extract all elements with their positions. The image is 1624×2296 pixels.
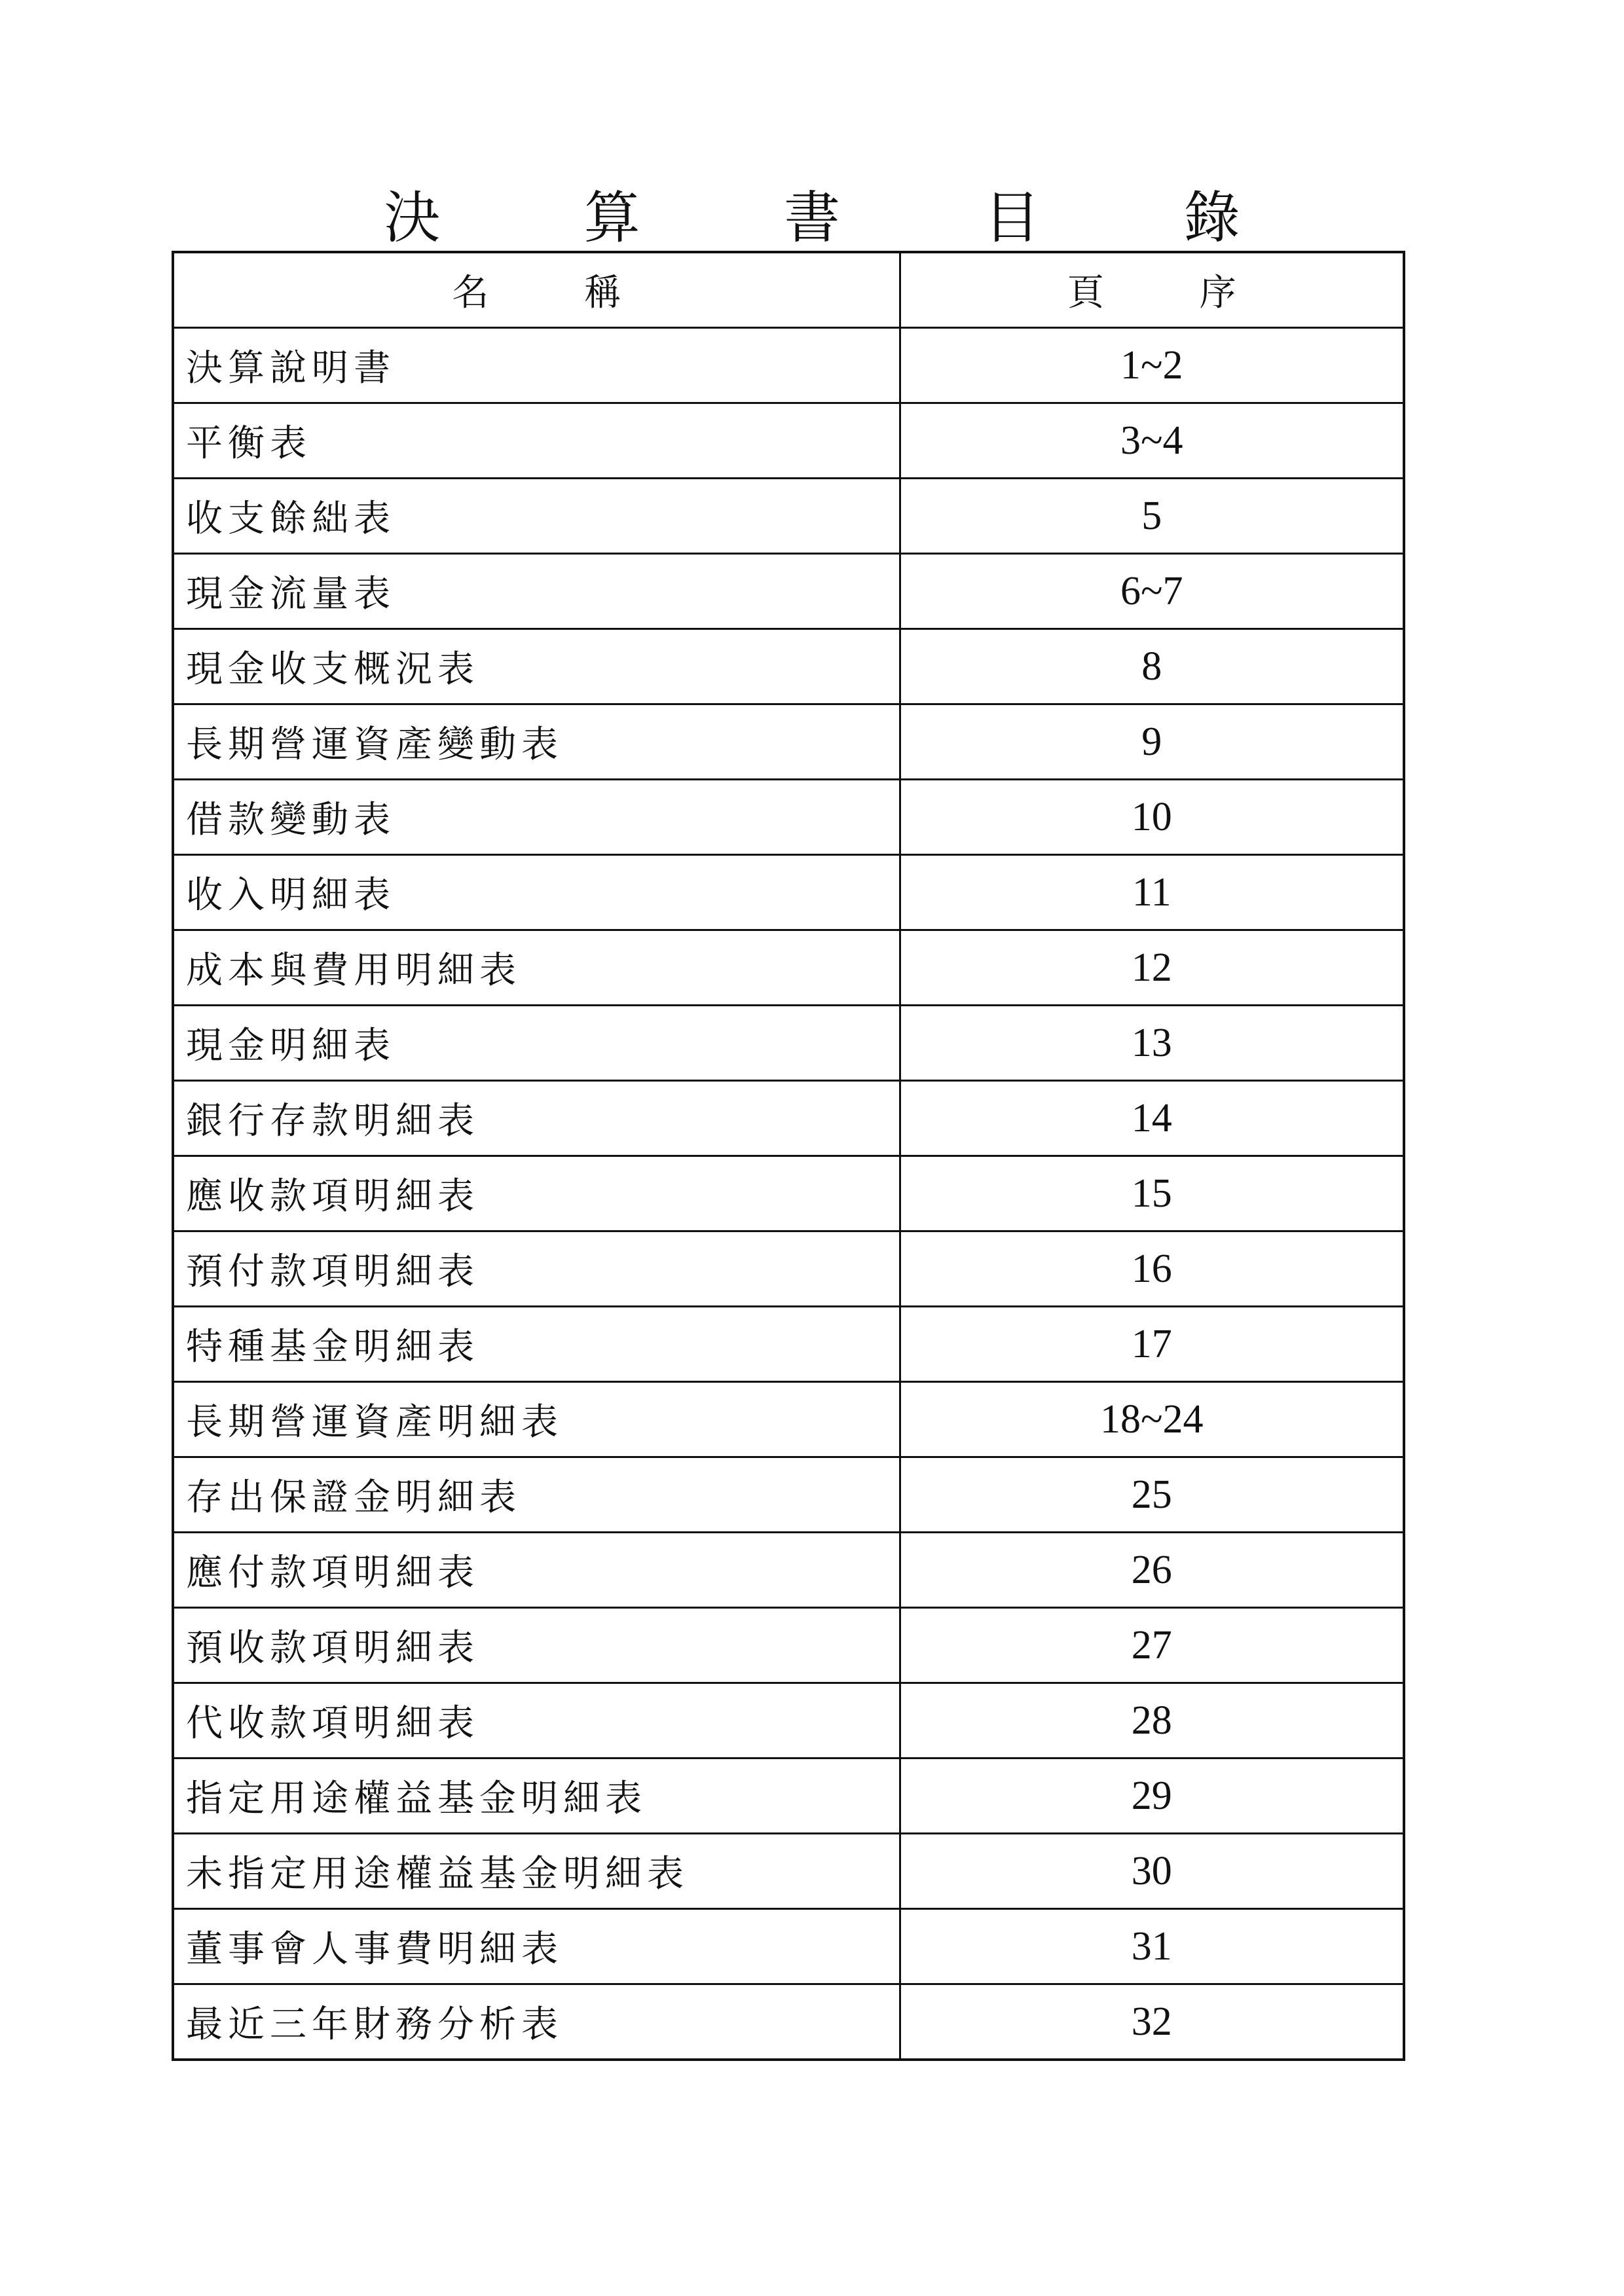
- row-page: 16: [900, 1231, 1404, 1307]
- row-page: 14: [900, 1081, 1404, 1156]
- row-name: 銀行存款明細表: [173, 1081, 900, 1156]
- table-row: [173, 1683, 1404, 1758]
- row-page: 13: [900, 1006, 1404, 1081]
- row-page: 11: [900, 855, 1404, 930]
- row-name: 成本與費用明細表: [173, 930, 900, 1006]
- row-name: 收支餘絀表: [173, 479, 900, 554]
- table-row: [173, 1608, 1404, 1683]
- row-page: 9: [900, 704, 1404, 780]
- table-row: [173, 328, 1404, 403]
- row-page: 17: [900, 1307, 1404, 1382]
- table-row: [173, 1533, 1404, 1608]
- table-row: [173, 1382, 1404, 1457]
- row-page: 18~24: [900, 1382, 1404, 1457]
- row-name: 董事會人事費明細表: [173, 1909, 900, 1984]
- row-page: 10: [900, 780, 1404, 855]
- table-row: [173, 1307, 1404, 1382]
- row-name: 代收款項明細表: [173, 1683, 900, 1758]
- row-name: 長期營運資產變動表: [173, 704, 900, 780]
- row-page: 5: [900, 479, 1404, 554]
- row-name: 現金明細表: [173, 1006, 900, 1081]
- table-row: [173, 1156, 1404, 1231]
- row-page: 28: [900, 1683, 1404, 1758]
- row-name: 預付款項明細表: [173, 1231, 900, 1307]
- table-row: [173, 1909, 1404, 1984]
- row-name: 指定用途權益基金明細表: [173, 1758, 900, 1834]
- table-row: [173, 1758, 1404, 1834]
- row-name: 收入明細表: [173, 855, 900, 930]
- table-row: [173, 930, 1404, 1006]
- table-row: [173, 1081, 1404, 1156]
- row-page: 27: [900, 1608, 1404, 1683]
- row-page: 30: [900, 1834, 1404, 1909]
- row-page: 1~2: [900, 328, 1404, 403]
- table-header-row: [173, 252, 1404, 328]
- row-name: 預收款項明細表: [173, 1608, 900, 1683]
- row-page: 26: [900, 1533, 1404, 1608]
- table-row: [173, 554, 1404, 629]
- row-page: 32: [900, 1984, 1404, 2060]
- table-row: [173, 704, 1404, 780]
- row-page: 29: [900, 1758, 1404, 1834]
- page-title: 決 算 書 目 錄: [384, 185, 1303, 251]
- row-name: 平衡表: [173, 403, 900, 479]
- table-row: [173, 855, 1404, 930]
- row-name: 現金收支概況表: [173, 629, 900, 704]
- table-row: [173, 1006, 1404, 1081]
- table-row: [173, 403, 1404, 479]
- row-name: 長期營運資產明細表: [173, 1382, 900, 1457]
- row-page: 6~7: [900, 554, 1404, 629]
- row-page: 12: [900, 930, 1404, 1006]
- column-header-page: 頁 序: [900, 252, 1404, 328]
- row-name: 應付款項明細表: [173, 1533, 900, 1608]
- row-name: 未指定用途權益基金明細表: [173, 1834, 900, 1909]
- row-page: 15: [900, 1156, 1404, 1231]
- row-name: 現金流量表: [173, 554, 900, 629]
- table-row: [173, 1231, 1404, 1307]
- row-name: 存出保證金明細表: [173, 1457, 900, 1533]
- row-page: 8: [900, 629, 1404, 704]
- table-row: [173, 629, 1404, 704]
- row-name: 應收款項明細表: [173, 1156, 900, 1231]
- row-page: 31: [900, 1909, 1404, 1984]
- table-row: [173, 780, 1404, 855]
- row-page: 25: [900, 1457, 1404, 1533]
- row-name: 特種基金明細表: [173, 1307, 900, 1382]
- table-row: [173, 1984, 1404, 2060]
- table-row: [173, 479, 1404, 554]
- row-page: 3~4: [900, 403, 1404, 479]
- row-name: 借款變動表: [173, 780, 900, 855]
- row-name: 最近三年財務分析表: [173, 1984, 900, 2060]
- table-body: [173, 328, 1404, 2060]
- row-name: 決算說明書: [173, 328, 900, 403]
- table-row: [173, 1834, 1404, 1909]
- table-row: [173, 1457, 1404, 1533]
- table-of-contents: [172, 251, 1405, 2061]
- column-header-name: 名 稱: [173, 252, 900, 328]
